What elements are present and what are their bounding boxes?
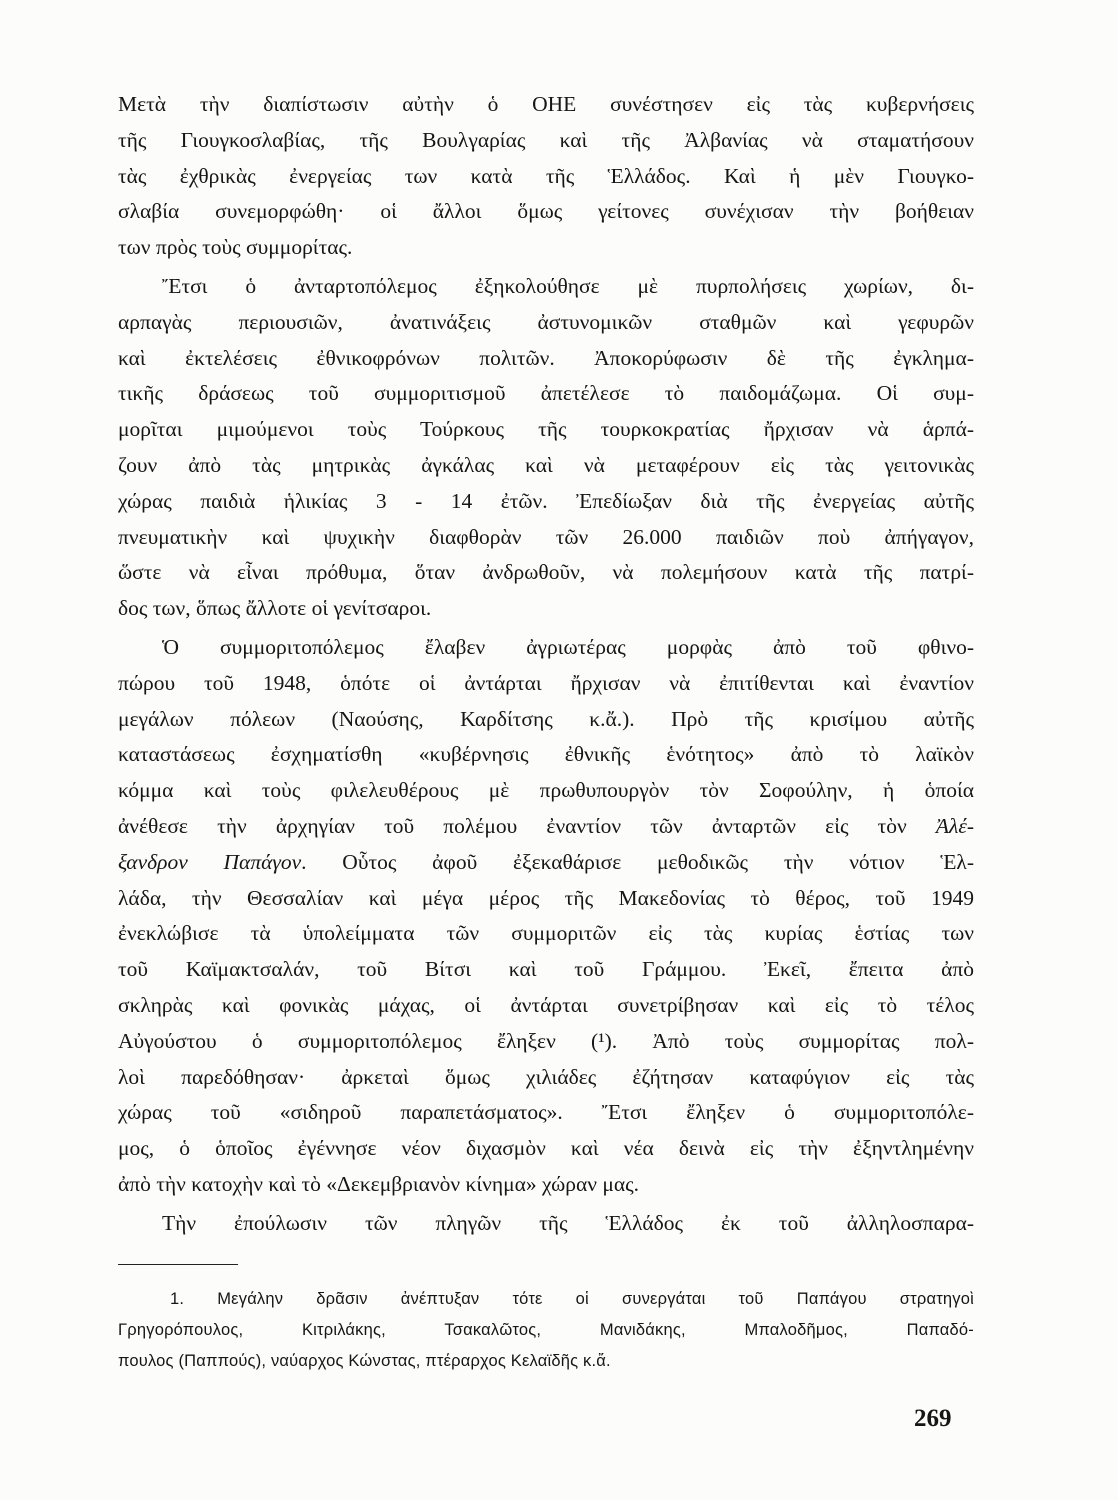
text-line: σκληρὰς καὶ φονικὰς μάχας, οἱ ἀντάρται συνετρίβησαν καὶ εἰς τὸ τέλος bbox=[118, 992, 974, 1017]
text-line: Μετὰ τὴν διαπίστωσιν αὐτὴν ὁ ΟΗΕ συνέστησεν εἰς τὰς κυβερνήσεις bbox=[118, 92, 974, 116]
italic-name: ξανδρον Παπάγον bbox=[118, 849, 302, 874]
body-text bbox=[118, 87, 974, 1242]
text-line: λάδα, τὴν Θεσσαλίαν καὶ μέγα μέρος τῆς Μακεδονίας τὸ θέρος, τοῦ 1949 bbox=[118, 885, 974, 910]
text-line: μεγάλων πόλεων (Ναούσης, Καρδίτσης κ.ἄ.). Πρὸ τῆς κρισίμου αὐτῆς bbox=[118, 706, 974, 731]
text-line: Ἔτσι ὁ ἀνταρτοπόλεμος ἐξηκολούθησε μὲ πυρπολήσεις χωρίων, δι- bbox=[162, 273, 974, 298]
text-line: δος των, ὅπως ἄλλοτε οἱ γενίτσαροι. bbox=[118, 596, 432, 621]
text-line: τικῆς δράσεως τοῦ συμμοριτισμοῦ ἀπετέλεσε τὸ παιδομάζωμα. Οἱ συμ- bbox=[118, 381, 974, 406]
paragraph bbox=[118, 87, 974, 266]
text-line: αρπαγὰς περιουσιῶν, ἀνατινάξεις ἀστυνομικῶν σταθμῶν καὶ γεφυρῶν bbox=[118, 309, 974, 334]
text-segment: . Οὗτος ἀφοῦ ἐξεκαθάρισε μεθοδικῶς τὴν νότιον Ἑλ- bbox=[301, 849, 975, 874]
text-line: καταστάσεως ἐσχηματίσθη «κυβέρνησις ἐθνικῆς ἑνότητος» ἀπὸ τὸ λαϊκὸν bbox=[118, 742, 974, 767]
text-line: χώρας παιδιὰ ἡλικίας 3 - 14 ἐτῶν. Ἐπεδίωξαν διὰ τῆς ἐνεργείας αὐτῆς bbox=[118, 488, 974, 513]
page-number: 269 bbox=[914, 1405, 952, 1432]
text-line: τὰς ἐχθρικὰς ἐνεργείας των κατὰ τῆς Ἑλλάδος. Καὶ ἡ μὲν Γιουγκο- bbox=[118, 163, 974, 188]
text-line: λοὶ παρεδόθησαν· ἀρκεταὶ ὅμως χιλιάδες ἐζήτησαν καταφύγιον εἰς τὰς bbox=[118, 1064, 974, 1089]
footnote-line: πουλος (Παππούς), ναύαρχος Κώνστας, πτέραρχος Κελαϊδῆς κ.ἄ. bbox=[118, 1352, 611, 1370]
text-line: ὥστε νὰ εἶναι πρόθυμα, ὅταν ἀνδρωθοῦν, νὰ πολεμήσουν κατὰ τῆς πατρί- bbox=[118, 560, 974, 585]
paragraph bbox=[118, 1206, 974, 1242]
text-segment: ἀνέθεσε τὴν ἀρχηγίαν τοῦ πολέμου ἐναντίον τῶν ἀνταρτῶν εἰς τὸν bbox=[118, 813, 936, 838]
text-line bbox=[118, 809, 974, 845]
footnote-line: Γρηγορόπουλος, Κιτριλάκης, Τσακαλῶτος, Μανιδάκης, Μπαλοδῆμος, Παπαδό- bbox=[118, 1321, 974, 1339]
paragraph bbox=[118, 630, 974, 1203]
footnote-line: 1. Μεγάλην δρᾶσιν ἀνέπτυξαν τότε οἱ συνεργάται τοῦ Παπάγου στρατηγοὶ bbox=[170, 1290, 974, 1308]
text-line: τοῦ Καϊμακτσαλάν, τοῦ Βίτσι καὶ τοῦ Γράμμου. Ἐκεῖ, ἔπειτα ἀπὸ bbox=[118, 957, 974, 982]
paragraph bbox=[118, 269, 974, 627]
footnote bbox=[118, 1284, 974, 1377]
text-line: Τὴν ἐπούλωσιν τῶν πληγῶν τῆς Ἑλλάδος ἐκ τοῦ ἀλληλοσπαρα- bbox=[162, 1210, 974, 1235]
text-line: μορῖται μιμούμενοι τοὺς Τούρκους τῆς τουρκοκρατίας ἤρχισαν νὰ ἁρπά- bbox=[118, 417, 974, 442]
text-line: ζουν ἀπὸ τὰς μητρικὰς ἀγκάλας καὶ νὰ μεταφέρουν εἰς τὰς γειτονικὰς bbox=[118, 452, 974, 477]
text-line: πνευματικὴν καὶ ψυχικὴν διαφθορὰν τῶν 26.000 παιδιῶν ποὺ ἀπήγαγον, bbox=[118, 524, 974, 549]
text-line: τῆς Γιουγκοσλαβίας, τῆς Βουλγαρίας καὶ τῆς Ἀλβανίας νὰ σταματήσουν bbox=[118, 127, 974, 152]
text-line: πώρου τοῦ 1948, ὁπότε οἱ ἀντάρται ἤρχισαν νὰ ἐπιτίθενται καὶ ἐναντίον bbox=[118, 670, 974, 695]
text-line: των πρὸς τοὺς συμμορίτας. bbox=[118, 235, 353, 260]
text-line: καὶ ἐκτελέσεις ἐθνικοφρόνων πολιτῶν. Ἀποκορύφωσιν δὲ τῆς ἐγκλημα- bbox=[118, 345, 974, 370]
italic-name: Ἀλέ- bbox=[935, 813, 974, 838]
text-line: χώρας τοῦ «σιδηροῦ παραπετάσματος». Ἔτσι ἔληξεν ὁ συμμοριτοπόλε- bbox=[118, 1100, 974, 1125]
text-line: κόμμα καὶ τοὺς φιλελευθέρους μὲ πρωθυπουργὸν τὸν Σοφούλην, ἡ ὁποία bbox=[118, 778, 974, 803]
text-line: ἐνεκλώβισε τὰ ὑπολείμματα τῶν συμμοριτῶν εἰς τὰς κυρίας ἑστίας των bbox=[118, 921, 974, 946]
text-line: Ὁ συμμοριτοπόλεμος ἔλαβεν ἀγριωτέρας μορφὰς ἀπὸ τοῦ φθινο- bbox=[162, 634, 974, 659]
footnote-divider bbox=[118, 1264, 238, 1265]
text-line: ἀπὸ τὴν κατοχὴν καὶ τὸ «Δεκεμβριανὸν κίνημα» χώραν μας. bbox=[118, 1171, 640, 1196]
text-line bbox=[118, 845, 974, 881]
text-line: σλαβία συνεμορφώθη· οἱ ἄλλοι ὅμως γείτονες συνέχισαν τὴν βοήθειαν bbox=[118, 199, 974, 224]
text-line: μος, ὁ ὁποῖος ἐγέννησε νέον διχασμὸν καὶ νέα δεινὰ εἰς τὴν ἐξηντλημένην bbox=[118, 1136, 974, 1161]
text-line: Αὐγούστου ὁ συμμοριτοπόλεμος ἔληξεν (¹). Ἀπὸ τοὺς συμμορίτας πολ- bbox=[118, 1028, 974, 1053]
